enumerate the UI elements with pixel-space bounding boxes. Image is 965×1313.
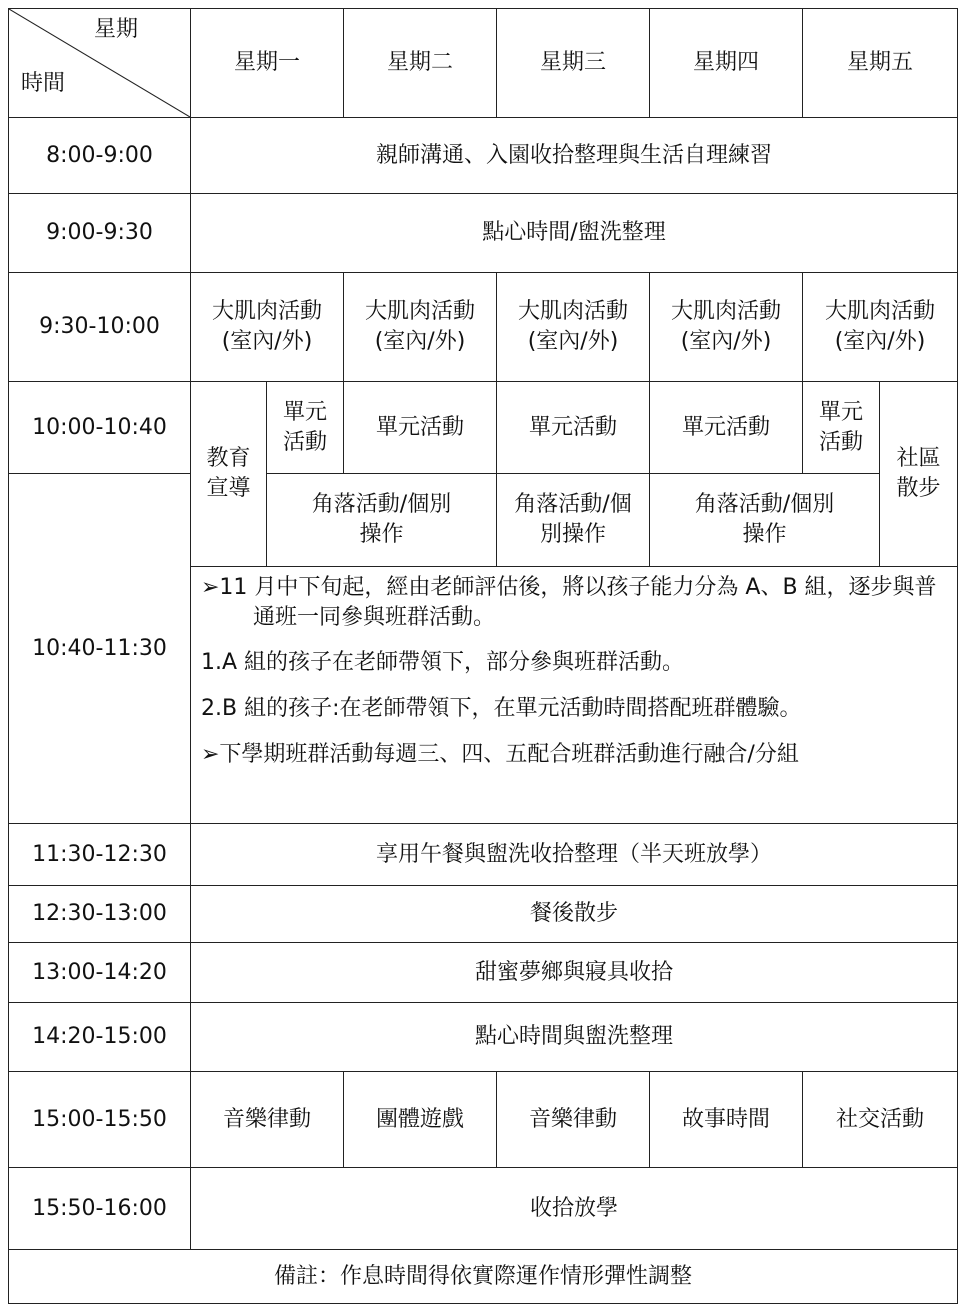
corner-header-cell — [9, 9, 191, 118]
activity-cell: 點心時間/盥洗整理 — [191, 194, 958, 273]
header-row — [9, 9, 958, 118]
table-row — [9, 1072, 958, 1168]
table-row — [9, 886, 958, 943]
time-cell: 10:40-11:30 — [9, 474, 191, 824]
table-row — [9, 824, 958, 886]
activity-line: (室內/外) — [680, 329, 772, 354]
unit-cell: 單元活動 — [344, 382, 497, 474]
day-header-thu: 星期四 — [650, 9, 803, 118]
time-cell: 9:00-9:30 — [9, 194, 191, 273]
activity-cell-thu: 故事時間 — [650, 1072, 803, 1168]
activity-cell-mon: 音樂律動 — [191, 1072, 344, 1168]
day-header-fri: 星期五 — [803, 9, 958, 118]
time-cell: 15:50-16:00 — [9, 1168, 191, 1250]
activity-line: (室內/外) — [834, 329, 926, 354]
activity-line: 大肌肉活動 — [671, 299, 782, 325]
time-cell: 9:30-10:00 — [9, 273, 191, 382]
unit-cell: 單元活動 — [497, 382, 650, 474]
note-line: ➢11 月中下旬起，經由老師評估後，將以孩子能力分為 A、B 組，逐步與普通班一同參與班群活動。 — [201, 575, 937, 630]
note-line: ➢下學期班群活動每週三、四、五配合班群活動進行融合/分組 — [201, 741, 799, 767]
activity-line: (室內/外) — [527, 329, 619, 354]
activity-cell: 甜蜜夢鄉與寢具收拾 — [191, 943, 958, 1003]
footer-row — [9, 1250, 958, 1304]
unit-cell: 單元活動 — [650, 382, 803, 474]
day-header-mon: 星期一 — [191, 9, 344, 118]
gross-motor-cell-wed — [497, 273, 650, 382]
activity-line: 大肌肉活動 — [518, 299, 629, 325]
activity-cell: 點心時間與盥洗整理 — [191, 1003, 958, 1072]
activity-cell: 餐後散步 — [191, 886, 958, 943]
table-row — [9, 1003, 958, 1072]
table-row — [9, 382, 958, 474]
gross-motor-cell-tue — [344, 273, 497, 382]
activity-cell-tue: 團體遊戲 — [344, 1072, 497, 1168]
activity-line: (室內/外) — [374, 329, 466, 354]
time-cell: 13:00-14:20 — [9, 943, 191, 1003]
unit-cell-short: 單元活動 — [267, 382, 344, 474]
activity-cell: 享用午餐與盥洗收拾整理（半天班放學） — [191, 824, 958, 886]
table-row — [9, 474, 958, 567]
table-row — [9, 1168, 958, 1250]
activity-cell-wed: 音樂律動 — [497, 1072, 650, 1168]
gross-motor-cell-fri — [803, 273, 958, 382]
time-cell: 11:30-12:30 — [9, 824, 191, 886]
corner-activity-cell: 角落活動/個別操作 — [497, 474, 650, 567]
education-cell: 教育宣導 — [191, 382, 267, 567]
table-row — [9, 943, 958, 1003]
activity-cell: 收拾放學 — [191, 1168, 958, 1250]
unit-cell-short: 單元活動 — [803, 382, 880, 474]
corner-day-label: 星期 — [93, 17, 138, 42]
time-cell: 12:30-13:00 — [9, 886, 191, 943]
activity-line: 大肌肉活動 — [365, 299, 476, 325]
footer-note: 備註：作息時間得依實際運作情形彈性調整 — [9, 1250, 958, 1304]
activity-cell-fri: 社交活動 — [803, 1072, 958, 1168]
day-header-wed: 星期三 — [497, 9, 650, 118]
time-cell: 10:00-10:40 — [9, 382, 191, 474]
corner-activity-cell: 角落活動/個別操作 — [650, 474, 880, 567]
community-walk-cell: 社區散步 — [880, 382, 958, 567]
activity-line: 大肌肉活動 — [825, 299, 936, 325]
table-row — [9, 273, 958, 382]
time-cell: 14:20-15:00 — [9, 1003, 191, 1072]
note-line: 2.B 組的孩子:在老師帶領下，在單元活動時間搭配班群體驗。 — [201, 696, 802, 722]
gross-motor-cell-thu — [650, 273, 803, 382]
table-row — [9, 194, 958, 273]
time-cell: 15:00-15:50 — [9, 1072, 191, 1168]
time-cell: 8:00-9:00 — [9, 118, 191, 194]
gross-motor-cell-mon — [191, 273, 344, 382]
activity-line: (室內/外) — [221, 329, 313, 354]
activity-cell: 親師溝通、入園收拾整理與生活自理練習 — [191, 118, 958, 194]
day-header-tue: 星期二 — [344, 9, 497, 118]
corner-activity-cell: 角落活動/個別操作 — [267, 474, 497, 567]
table-row — [9, 118, 958, 194]
schedule-table — [8, 8, 958, 1304]
activity-line: 大肌肉活動 — [212, 299, 323, 325]
notes-cell — [191, 567, 958, 824]
corner-time-label: 時間 — [21, 71, 66, 97]
note-line: 1.A 組的孩子在老師帶領下，部分參與班群活動。 — [201, 650, 685, 676]
